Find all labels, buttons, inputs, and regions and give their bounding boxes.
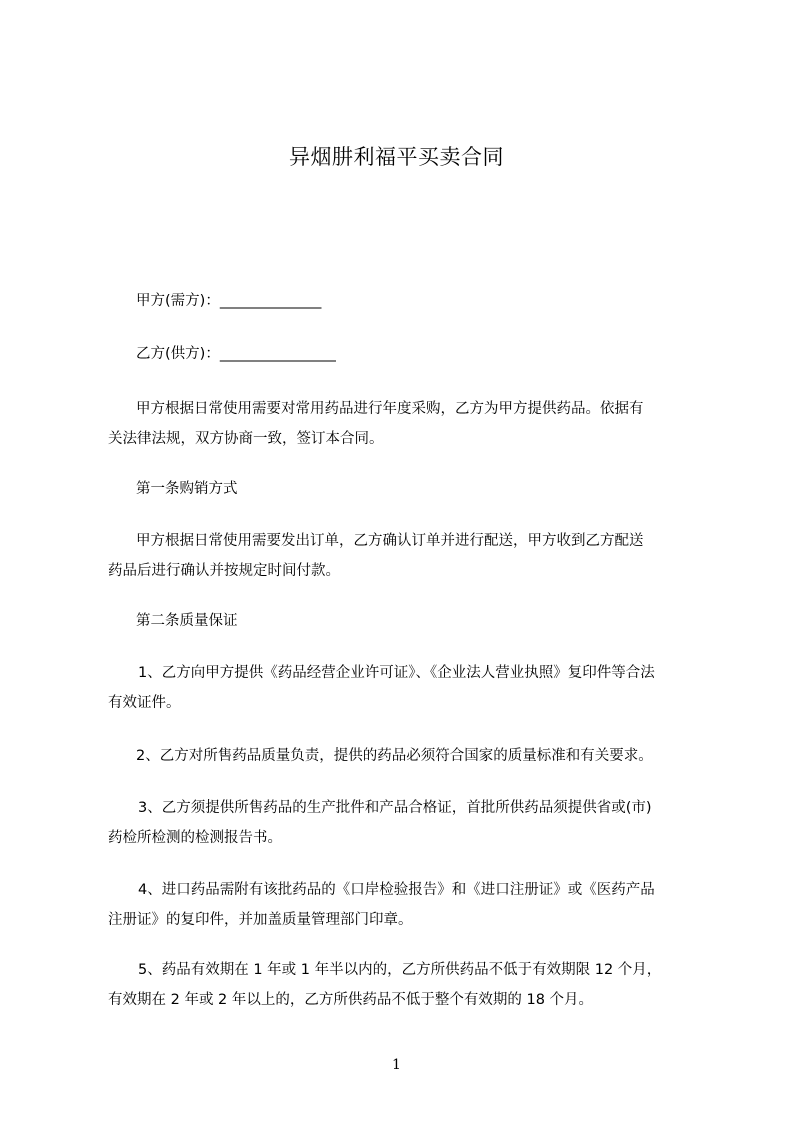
item-5-paragraph <box>108 955 698 1015</box>
intro-line-1: 甲方根据日常使用需要对常用药品进行年度采购，乙方为甲方提供药品。依据有 <box>136 401 644 417</box>
item-1-line-2: 有效证件。 <box>108 695 181 711</box>
item-4-paragraph <box>108 875 698 935</box>
item-1-paragraph <box>108 658 698 718</box>
item-1-line-1: 1、乙方向甲方提供《药品经营企业许可证》、《企业法人营业执照》复印件等合法 <box>138 665 655 681</box>
item-3-line-1: 3、乙方须提供所售药品的生产批件和产品合格证，首批所供药品须提供省或(市) <box>138 800 652 816</box>
item-4-line-1: 4、进口药品需附有该批药品的《口岸检验报告》和《进口注册证》或《医药产品 <box>138 882 655 898</box>
item-4-line-2: 注册证》的复印件，并加盖质量管理部门印章。 <box>108 912 413 928</box>
item-5-line-1: 5、药品有效期在 1 年或 1 年半以内的，乙方所供药品不低于有效期限 12 个月， <box>138 962 662 978</box>
item-3-paragraph <box>108 793 698 853</box>
intro-paragraph <box>108 394 698 454</box>
article-1-line-1: 甲方根据日常使用需要发出订单，乙方确认订单并进行配送，甲方收到乙方配送 <box>136 533 644 549</box>
party-a-field: 甲方(需方)：______________ <box>136 293 322 309</box>
page-number: 1 <box>392 1057 401 1073</box>
document-title: 异烟肼利福平买卖合同 <box>289 145 504 169</box>
party-b-field: 乙方(供方)：________________ <box>136 346 336 362</box>
article-1-line-2: 药品后进行确认并按规定时间付款。 <box>108 563 340 579</box>
item-2-paragraph <box>108 741 698 771</box>
intro-line-2: 关法律法规，双方协商一致，签订本合同。 <box>108 431 384 447</box>
article-2-heading: 第二条质量保证 <box>136 613 238 629</box>
item-5-line-2: 有效期在 2 年或 2 年以上的，乙方所供药品不低于整个有效期的 18 个月。 <box>108 992 594 1008</box>
item-2-line-1: 2、乙方对所售药品质量负责，提供的药品必须符合国家的质量标准和有关要求。 <box>136 748 653 764</box>
article-1-paragraph <box>108 526 698 586</box>
article-1-heading: 第一条购销方式 <box>136 481 238 497</box>
item-3-line-2: 药检所检测的检测报告书。 <box>108 830 282 846</box>
